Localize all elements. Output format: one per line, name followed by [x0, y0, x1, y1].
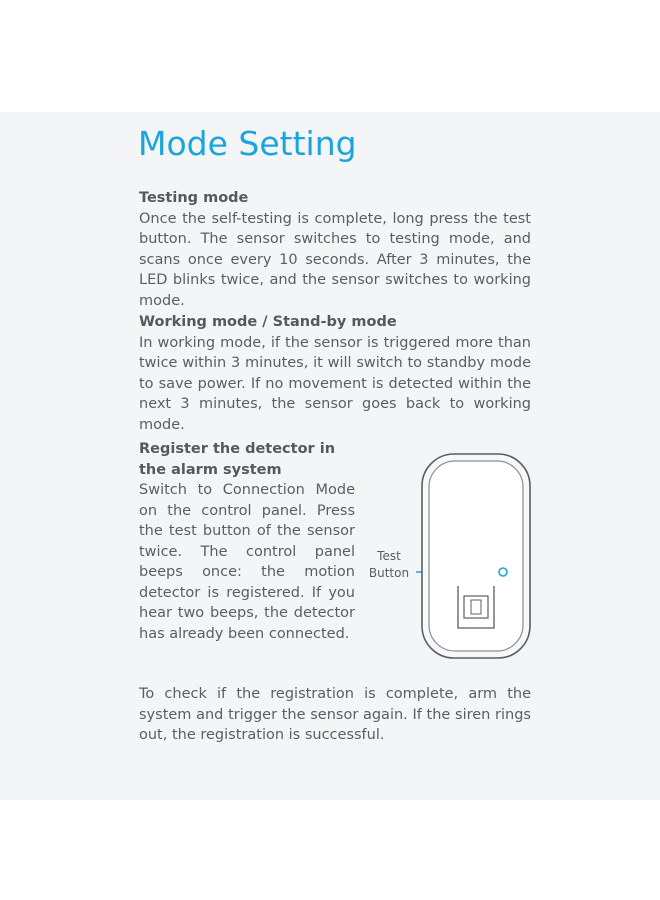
- testing-mode-heading: Testing mode: [139, 190, 249, 206]
- section-registration-check: [139, 684, 531, 746]
- register-text: Switch to Connection Mode on the control panel. Press the test button of the sensor twice. The control panel beeps once: the motion detector is registered. If you hear two beeps, the detector has already been connected.: [139, 482, 355, 642]
- working-mode-text: In working mode, if the sensor is triggered more than twice within 3 minutes, it will switch to standby mode to save power. If no movement is detected within the next 3 minutes, the sensor goes back to working mode.: [139, 334, 531, 433]
- test-button-label: [362, 548, 416, 582]
- test-button-label-line1: Test: [377, 549, 401, 563]
- testing-mode-text: Once the self-testing is complete, long press the test button. The sensor switches to testing mode, and scans once every 10 seconds. After 3 minutes, the LED blinks twice, and the sensor switches to working mode.: [139, 210, 531, 309]
- register-heading: Register the detector in the alarm system: [139, 441, 336, 478]
- section-working-mode: [139, 312, 531, 435]
- working-mode-heading: Working mode / Stand-by mode: [139, 314, 397, 330]
- motion-sensor-illustration: [420, 452, 532, 660]
- section-register-detector: [139, 439, 355, 644]
- registration-check-text: To check if the registration is complete, arm the system and trigger the sensor again. If the siren rings out, the registration is successful.: [139, 686, 531, 743]
- page-title: Mode Setting: [138, 124, 357, 163]
- section-testing-mode: [139, 188, 531, 311]
- test-button-label-line2: Button: [368, 566, 410, 580]
- sensor-inner-face: [429, 461, 523, 651]
